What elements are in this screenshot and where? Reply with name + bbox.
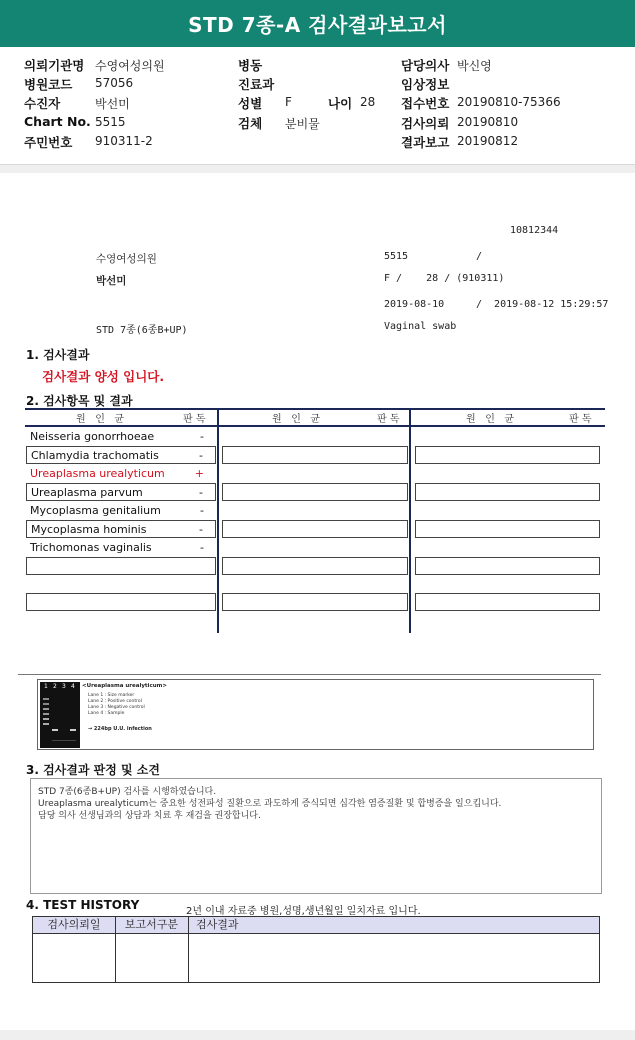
- specimen-value: 분비물: [285, 117, 320, 131]
- empty-result-box: [26, 593, 216, 611]
- doctor-label: 담당의사: [401, 58, 450, 73]
- marker-band: [43, 718, 49, 720]
- gel-image-panel: [37, 679, 594, 750]
- hospital-code-label: 병원코드: [24, 77, 73, 92]
- patient-info-header: [0, 47, 635, 165]
- pathogen-name: Neisseria gonorrhoeae: [30, 430, 155, 443]
- report-number: 10812344: [510, 225, 559, 236]
- chart-no-label: Chart No.: [24, 114, 91, 129]
- pathogen-name: Chlamydia trachomatis: [31, 449, 159, 462]
- history-col-result: 검사결과: [188, 917, 599, 934]
- pathogen-result: -: [200, 541, 204, 554]
- comment-line: Ureaplasma urealyticum는 중요한 성전파성 질환으로 과도하게 증식되면 심각한 염증질환 및 합병증을 일으킵니다.: [38, 799, 502, 809]
- pathogen-result: -: [199, 523, 203, 536]
- empty-result-box: [415, 446, 600, 464]
- gel-lane-legend: Lane 2 : Positive control: [88, 699, 142, 704]
- institution-value: 수영여성의원: [95, 59, 165, 73]
- col1-judgement-header: 판 독: [183, 414, 206, 425]
- pathogen-result: -: [200, 430, 204, 443]
- pathogen-name: Mycoplasma genitalium: [30, 504, 161, 517]
- history-col-report-type: 보고서구분: [115, 917, 188, 934]
- sample-band: [70, 729, 76, 731]
- resident-no-label: 주민번호: [24, 135, 73, 150]
- report-patient: 박선미: [96, 275, 127, 287]
- result-row: [26, 520, 216, 538]
- comment-line: STD 7종(6종B+UP) 검사를 시행하였습니다.: [38, 787, 217, 797]
- institution-label: 의뢰기관명: [24, 58, 85, 73]
- positive-control-band: [52, 729, 58, 731]
- col2-pathogen-header: 원 인 균: [272, 414, 321, 425]
- positive-result: 검사결과 양성 입니다.: [42, 369, 165, 384]
- chart-no-value: 5515: [95, 115, 126, 129]
- history-col-request-date: 검사의뢰일: [33, 917, 115, 934]
- empty-result-box: [222, 520, 408, 538]
- patient-label: 수진자: [24, 96, 61, 111]
- report-sex-age: F / 28 / (910311): [384, 273, 505, 284]
- empty-result-box: [26, 557, 216, 575]
- section-divider: [18, 674, 601, 675]
- ward-label: 병동: [238, 58, 263, 73]
- grid-divider-2: [409, 410, 411, 633]
- report-test-name: STD 7종(6종B+UP): [96, 325, 188, 336]
- hospital-code-value: 57056: [95, 76, 134, 90]
- report-date-reported: / 2019-08-12 15:29:57: [476, 299, 609, 310]
- comment-box: [30, 778, 602, 894]
- report-chart: 5515: [384, 251, 409, 262]
- pathogen-name: Mycoplasma hominis: [31, 523, 147, 536]
- empty-result-box: [222, 557, 408, 575]
- resident-no-value: 910311-2: [95, 134, 153, 148]
- section2-title: 2. 검사항목 및 결과: [26, 394, 133, 408]
- lane-number: 2: [53, 683, 57, 690]
- history-col-separator: [188, 917, 189, 982]
- report-institution: 수영여성의원: [96, 253, 157, 265]
- empty-result-box: [415, 593, 600, 611]
- title-bar: [0, 0, 635, 47]
- empty-result-box: [415, 557, 600, 575]
- primer-band: [52, 740, 76, 741]
- report-date-value: 20190812: [457, 134, 519, 148]
- result-row: [26, 428, 216, 446]
- result-row: [26, 539, 216, 557]
- doctor-value: 박신영: [457, 59, 492, 73]
- request-date-label: 검사의뢰: [401, 116, 450, 131]
- col1-pathogen-header: 원 인 균: [76, 414, 125, 425]
- gel-lane-legend: Lane 3 : Negative control: [88, 705, 145, 710]
- pathogen-result: -: [199, 486, 203, 499]
- marker-band: [43, 708, 49, 710]
- pathogen-result: +: [194, 467, 204, 480]
- sex-label: 성별: [238, 96, 263, 111]
- gel-lane-legend: Lane 1 : Size marker: [88, 693, 135, 698]
- gel-electrophoresis-image: [40, 682, 80, 748]
- specimen-label: 검체: [238, 116, 263, 131]
- department-label: 진료과: [238, 77, 275, 92]
- marker-band: [43, 703, 49, 705]
- pathogen-result: -: [199, 449, 203, 462]
- comment-line: 담당 의사 선생님과의 상담과 치료 후 재검을 권장합니다.: [38, 811, 261, 821]
- gel-band-note: → 224bp U.U. infection: [88, 726, 152, 732]
- result-row-positive: [26, 465, 216, 483]
- section1-title: 1. 검사결과: [26, 348, 90, 362]
- gel-lane-legend: Lane 4 : Sample: [88, 711, 125, 716]
- report-date-requested: 2019-08-10: [384, 299, 445, 310]
- empty-result-box: [222, 483, 408, 501]
- gel-title: <Ureaplasma urealyticum>: [82, 683, 167, 689]
- age-label: 나이: [328, 96, 353, 111]
- marker-band: [43, 698, 49, 700]
- empty-result-box: [222, 446, 408, 464]
- report-specimen: Vaginal swab: [384, 321, 457, 332]
- lane-number: 3: [62, 683, 66, 690]
- empty-result-box: [222, 593, 408, 611]
- col3-judgement-header: 판 독: [569, 414, 592, 425]
- section-gap: [0, 165, 635, 173]
- result-row: [26, 502, 216, 520]
- section4-title: 4. TEST HISTORY: [26, 898, 140, 912]
- lane-number: 1: [44, 683, 48, 690]
- pathogen-name: Ureaplasma parvum: [31, 486, 143, 499]
- report-slash: /: [476, 251, 483, 262]
- empty-result-box: [415, 483, 600, 501]
- report-date-label: 결과보고: [401, 135, 450, 150]
- history-table: [32, 916, 600, 983]
- marker-band: [43, 723, 49, 725]
- report-title: STD 7종-A 검사결과보고서: [188, 13, 447, 37]
- receipt-no-value: 20190810-75366: [457, 95, 561, 109]
- lane-number: 4: [71, 683, 75, 690]
- receipt-no-label: 접수번호: [401, 96, 450, 111]
- col2-judgement-header: 판 독: [377, 414, 400, 425]
- age-value: 28: [360, 95, 376, 109]
- marker-band: [43, 713, 49, 715]
- request-date-value: 20190810: [457, 115, 519, 129]
- page-footer-gap: [0, 1030, 635, 1040]
- col3-pathogen-header: 원 인 균: [466, 414, 515, 425]
- pathogen-name: Trichomonas vaginalis: [30, 541, 152, 554]
- sex-value: F: [285, 95, 292, 109]
- history-note: 2년 이내 자료중 병원,성명,생년월일 일치자료 입니다.: [186, 906, 421, 917]
- history-col-separator: [115, 917, 116, 982]
- empty-result-box: [415, 520, 600, 538]
- pathogen-name: Ureaplasma urealyticum: [30, 467, 165, 480]
- grid-divider-1: [217, 410, 219, 633]
- clinical-info-label: 임상정보: [401, 77, 450, 92]
- pathogen-result: -: [200, 504, 204, 517]
- result-row: [26, 446, 216, 464]
- section3-title: 3. 검사결과 판정 및 소견: [26, 763, 160, 777]
- patient-value: 박선미: [95, 97, 130, 111]
- result-row: [26, 483, 216, 501]
